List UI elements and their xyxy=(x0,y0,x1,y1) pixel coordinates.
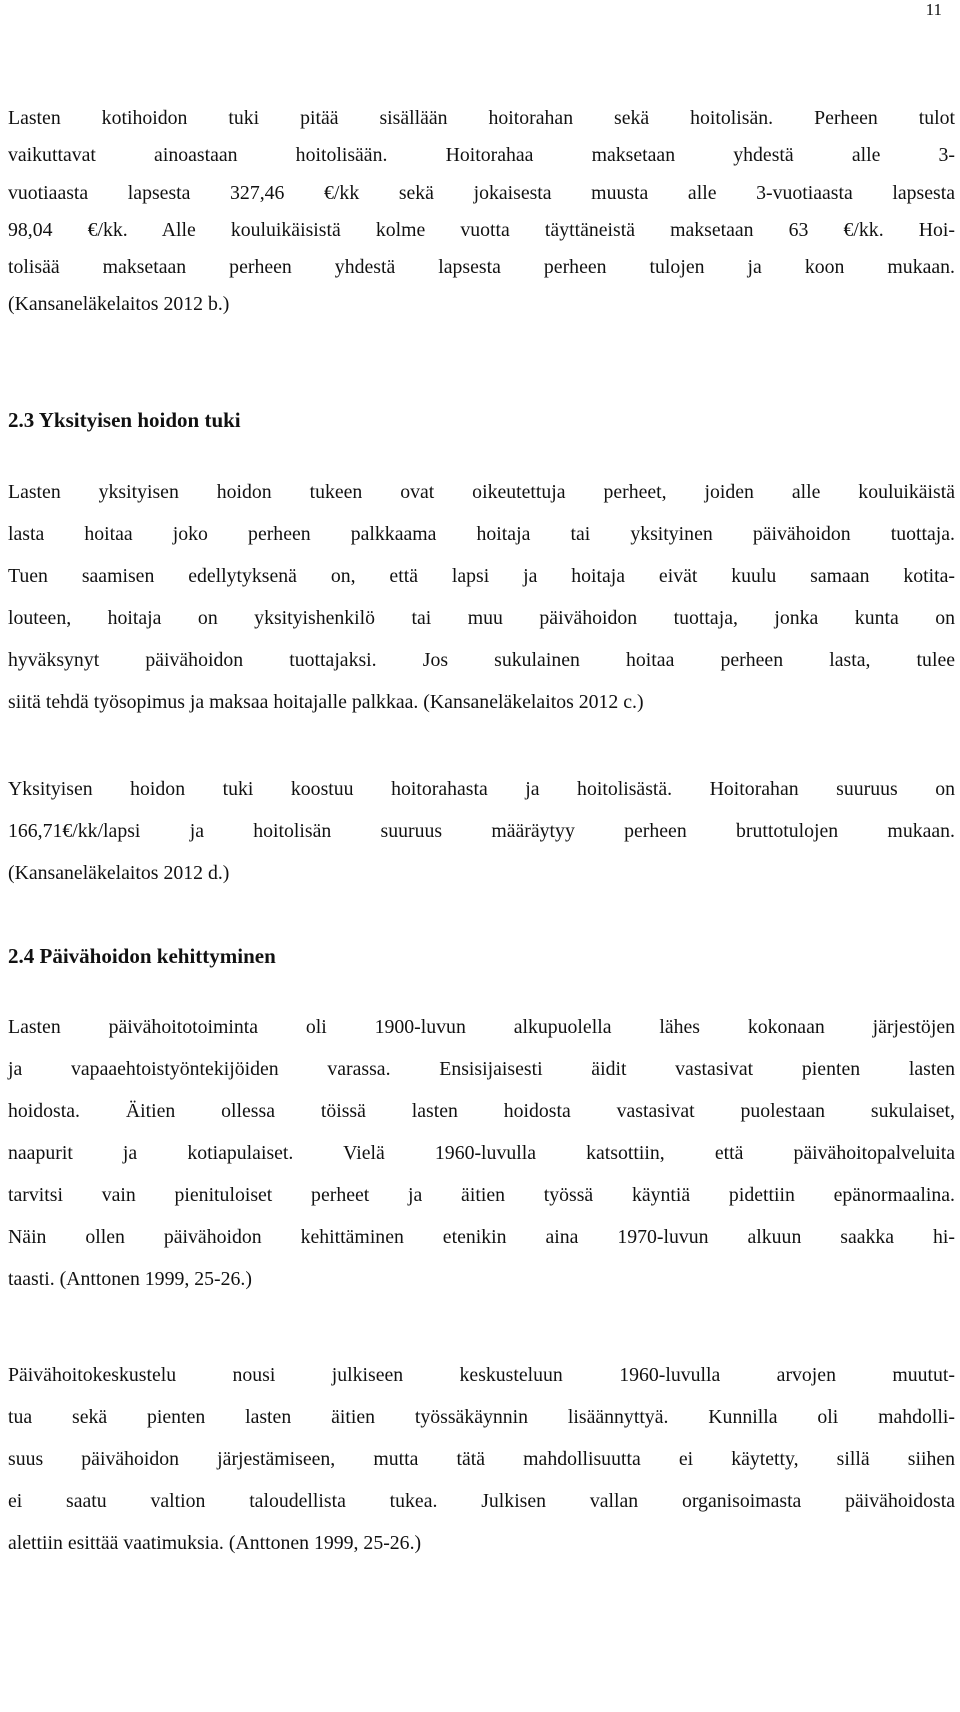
intro-paragraph xyxy=(8,100,955,324)
text-line: vuotiaasta lapsesta 327,46 €/kk sekä jokaisesta muusta alle 3-vuotiaasta lapsesta xyxy=(8,181,955,204)
text-line: naapurit ja kotiapulaiset. Vielä 1960-luvulla katsottiin, että päivähoitopalveluita xyxy=(8,1142,955,1164)
text-line: tua sekä pienten lasten äitien työssäkäynnin lisäännyttyä. Kunnilla oli mahdolli- xyxy=(8,1406,955,1428)
text-line: Lasten kotihoidon tuki pitää sisällään hoitorahan sekä hoitolisän. Perheen tulot xyxy=(8,107,955,129)
text-line: hyväksynyt päivähoidon tuottajaksi. Jos sukulainen hoitaa perheen lasta, tulee xyxy=(8,649,955,671)
text-line: Tuen saamisen edellytyksenä on, että lapsi ja hoitaja eivät kuulu samaan kotita- xyxy=(8,565,955,587)
section-2-3-paragraph-1 xyxy=(8,471,955,723)
text-line: Yksityisen hoidon tuki koostuu hoitorahasta ja hoitolisästä. Hoitorahan suuruus on xyxy=(8,778,955,800)
text-line: siitä tehdä työsopimus ja maksaa hoitajalle palkkaa. (Kansaneläkelaitos 2012 c.) xyxy=(8,691,644,713)
text-line: louteen, hoitaja on yksityishenkilö tai muu päivähoidon tuottaja, jonka kunta on xyxy=(8,607,955,629)
text-line: tarvitsi vain pienituloiset perheet ja äitien työssä käyntiä pidettiin epänormaalina. xyxy=(8,1184,955,1206)
text-line: 98,04 €/kk. Alle kouluikäisistä kolme vuotta täyttäneistä maksetaan 63 €/kk. Hoi- xyxy=(8,218,955,241)
section-2-4-paragraph-2 xyxy=(8,1354,955,1564)
text-line: ei saatu valtion taloudellista tukea. Julkisen vallan organisoimasta päivähoidosta xyxy=(8,1490,955,1512)
section-2-3-paragraph-2 xyxy=(8,768,955,894)
text-line: vaikuttavat ainoastaan hoitolisään. Hoitorahaa maksetaan yhdestä alle 3- xyxy=(8,144,955,167)
section-heading-2-4: 2.4 Päivähoidon kehittyminen xyxy=(8,944,276,968)
text-line: Lasten yksityisen hoidon tukeen ovat oikeutettuja perheet, joiden alle kouluikäistä xyxy=(8,481,955,503)
text-line: (Kansaneläkelaitos 2012 b.) xyxy=(8,293,230,316)
text-line: (Kansaneläkelaitos 2012 d.) xyxy=(8,862,230,884)
text-line: suus päivähoidon järjestämiseen, mutta tätä mahdollisuutta ei käytetty, sillä siihen xyxy=(8,1448,955,1470)
section-heading-2-3: 2.3 Yksityisen hoidon tuki xyxy=(8,408,241,432)
text-line: tolisää maksetaan perheen yhdestä lapsesta perheen tulojen ja koon mukaan. xyxy=(8,256,955,279)
section-2-4-paragraph-1 xyxy=(8,1006,955,1300)
text-line: lasta hoitaa joko perheen palkkaama hoitaja tai yksityinen päivähoidon tuottaja. xyxy=(8,523,955,545)
text-line: Näin ollen päivähoidon kehittäminen etenikin aina 1970-luvun alkuun saakka hi- xyxy=(8,1226,955,1248)
text-line: alettiin esittää vaatimuksia. (Anttonen 1999, 25-26.) xyxy=(8,1532,422,1554)
text-line: taasti. (Anttonen 1999, 25-26.) xyxy=(8,1268,252,1290)
text-line: hoidosta. Äitien ollessa töissä lasten hoidosta vastasivat puolestaan sukulaiset, xyxy=(8,1100,955,1122)
page-number: 11 xyxy=(925,0,942,19)
text-line: Lasten päivähoitotoiminta oli 1900-luvun alkupuolella lähes kokonaan järjestöjen xyxy=(8,1016,955,1038)
text-line: ja vapaaehtoistyöntekijöiden varassa. Ensisijaisesti äidit vastasivat pienten lasten xyxy=(8,1058,955,1080)
text-line: Päivähoitokeskustelu nousi julkiseen keskusteluun 1960-luvulla arvojen muutut- xyxy=(8,1364,955,1386)
text-line: 166,71€/kk/lapsi ja hoitolisän suuruus määräytyy perheen bruttotulojen mukaan. xyxy=(8,820,955,842)
